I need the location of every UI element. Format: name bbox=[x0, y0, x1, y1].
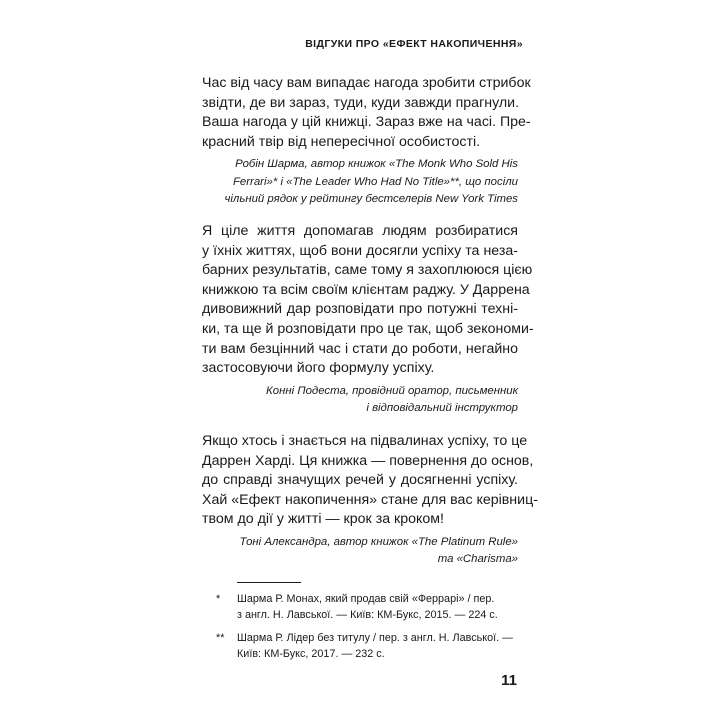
testimonial-1 bbox=[202, 74, 531, 209]
footnotes bbox=[216, 592, 526, 670]
quote-line: ти вам безцінний час і стати до роботи, негайно bbox=[202, 340, 518, 357]
quote-line: звідти, де ви зараз, туди, куди завжди прагнули. bbox=[202, 94, 520, 111]
quote-line: Час від часу вам випадає нагода зробити стрибок bbox=[202, 75, 531, 91]
attribution-line: Тоні Александра, автор книжок «The Platinum Rule» bbox=[239, 535, 518, 548]
footnote-line: Київ: КМ-Букс, 2017. — 232 с. bbox=[237, 647, 385, 660]
testimonial-quote bbox=[202, 222, 534, 379]
testimonial-attribution bbox=[202, 534, 518, 569]
testimonial-quote bbox=[202, 74, 531, 152]
quote-line: барних результатів, саме тому я захоплююся цією bbox=[202, 262, 533, 279]
quote-line: книжкою та всім своїм клієнтам раджу. У Даррена bbox=[202, 281, 530, 298]
testimonial-2 bbox=[202, 222, 534, 418]
testimonial-attribution bbox=[202, 156, 518, 209]
quote-line: твом до дії у житті — крок за кроком! bbox=[202, 511, 444, 528]
quote-line: Ваша нагода у цій книжці. Зараз вже на часі. Пре- bbox=[202, 114, 531, 131]
footnote-line: Шарма Р. Лідер без титулу / пер. з англ. Н. Лавської. — bbox=[237, 632, 513, 644]
quote-line: Я ціле життя допомагав людям розбиратися bbox=[202, 223, 518, 239]
footnote bbox=[216, 631, 526, 662]
footnote-line: з англ. Н. Лавської. — Київ: КМ-Букс, 2015. — 224 с. bbox=[237, 608, 498, 621]
testimonial-3 bbox=[202, 432, 538, 569]
running-header: ВІДГУКИ ПРО «ЕФЕКТ НАКОПИЧЕННЯ» bbox=[305, 38, 523, 50]
quote-line: у їхніх життях, щоб вони досягли успіху та неза- bbox=[202, 242, 518, 259]
attribution-line: Конні Подеста, провідний оратор, письменник bbox=[266, 384, 518, 397]
quote-line: дивовижний дар розповідати про потужні техні- bbox=[202, 301, 518, 318]
attribution-line: і відповідальний інструктор bbox=[366, 402, 518, 415]
footnote-text bbox=[237, 631, 526, 662]
quote-line: Хай «Ефект накопичення» стане для вас керівниц- bbox=[202, 491, 538, 508]
footnote-divider bbox=[237, 582, 301, 583]
quote-line: до справді значущих речей у досягненні успіху. bbox=[202, 472, 518, 489]
quote-line: ки, та ще й розповідати про це так, щоб зекономи- bbox=[202, 320, 534, 337]
testimonial-attribution bbox=[202, 383, 518, 418]
attribution-line: чільний рядок у рейтингу бестселерів New York Times bbox=[224, 193, 518, 206]
page-number: 11 bbox=[501, 672, 517, 689]
testimonial-quote bbox=[202, 432, 538, 530]
quote-line: Якщо хтось і знається на підвалинах успіху, то це bbox=[202, 433, 528, 449]
footnote-line: Шарма Р. Монах, який продав свій «Феррарі» / пер. bbox=[237, 593, 495, 605]
quote-line: красний твір від непересічної особистості. bbox=[202, 133, 481, 150]
attribution-line: Робін Шарма, автор книжок «The Monk Who Sold His bbox=[235, 158, 518, 171]
footnote-mark: * bbox=[216, 593, 221, 605]
attribution-line: та «Charisma» bbox=[437, 553, 518, 566]
footnote-text bbox=[237, 592, 526, 623]
quote-line: застосовуючи його формулу успіху. bbox=[202, 360, 435, 377]
attribution-line: Ferrari»* і «The Leader Who Had No Title»**, що посіли bbox=[232, 175, 518, 188]
footnote bbox=[216, 592, 526, 623]
quote-line: Даррен Харді. Ця книжка — повернення до основ, bbox=[202, 452, 534, 469]
footnote-mark: ** bbox=[216, 632, 225, 644]
